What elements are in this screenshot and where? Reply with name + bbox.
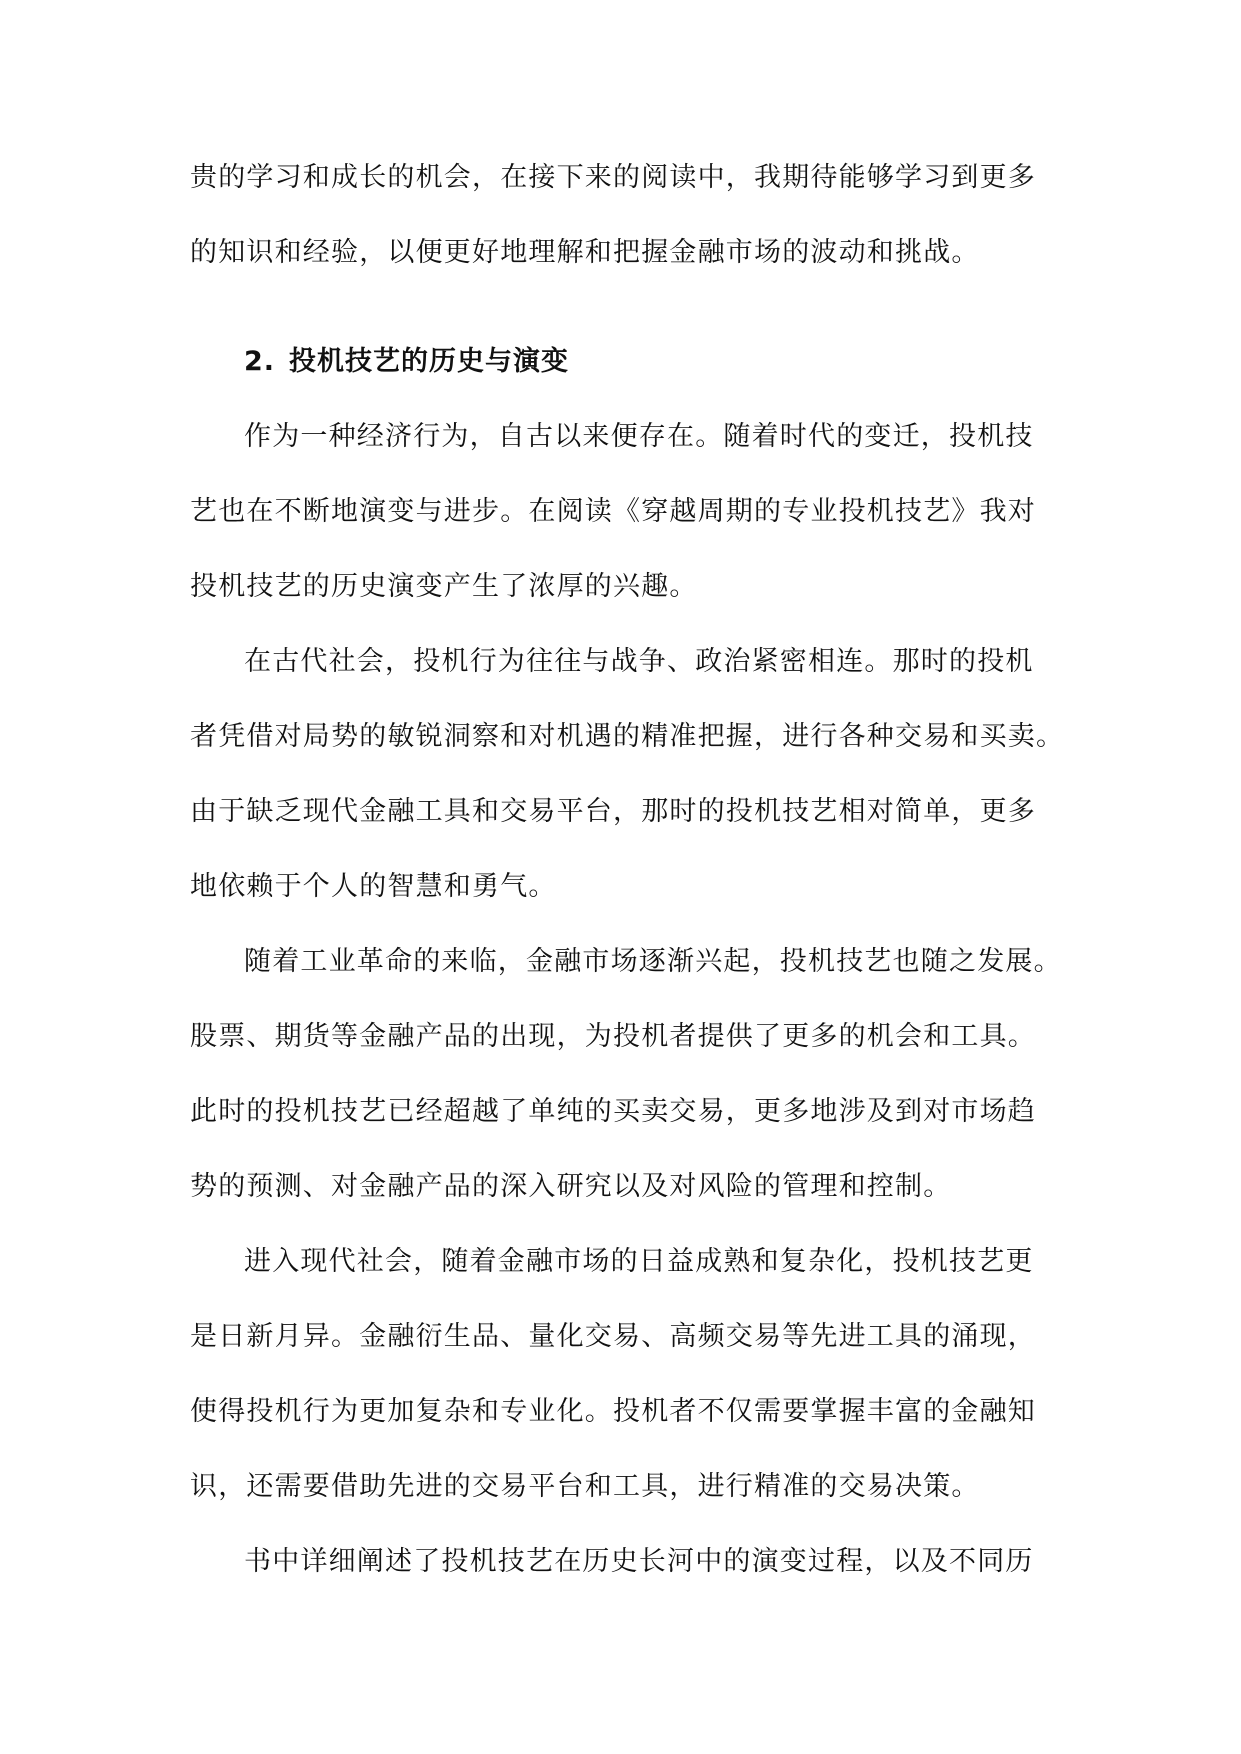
paragraph-industrial xyxy=(190,924,1062,1224)
paragraph-summary xyxy=(190,1524,1052,1599)
paragraph-ancient xyxy=(190,624,1065,924)
text-line: 是日新月异。金融衍生品、量化交易、高频交易等先进工具的涌现， xyxy=(190,1321,1036,1352)
section-heading xyxy=(190,324,1052,399)
text-line: 书中详细阐述了投机技艺在历史长河中的演变过程，以及不同历 xyxy=(244,1546,1034,1577)
paragraph-continued xyxy=(190,140,1052,290)
section-number: 2. xyxy=(244,346,276,377)
text-line: 贵的学习和成长的机会，在接下来的阅读中，我期待能够学习到更多 xyxy=(190,162,1036,193)
text-line: 作为一种经济行为，自古以来便存在。随着时代的变迁，投机技 xyxy=(244,421,1034,452)
text-line: 使得投机行为更加复杂和专业化。投机者不仅需要掌握丰富的金融知 xyxy=(190,1396,1036,1427)
text-line: 艺也在不断地演变与进步。在阅读《穿越周期的专业投机技艺》我对 xyxy=(190,496,1036,527)
text-line: 股票、期货等金融产品的出现，为投机者提供了更多的机会和工具。 xyxy=(190,1021,1036,1052)
text-line: 在古代社会，投机行为往往与战争、政治紧密相连。那时的投机 xyxy=(244,646,1034,677)
text-line: 地依赖于个人的智慧和勇气。 xyxy=(190,871,557,902)
text-line: 进入现代社会，随着金融市场的日益成熟和复杂化，投机技艺更 xyxy=(244,1246,1034,1277)
page-content xyxy=(190,140,1065,1599)
text-line: 此时的投机技艺已经超越了单纯的买卖交易，更多地涉及到对市场趋 xyxy=(190,1096,1036,1127)
text-line: 随着工业革命的来临，金融市场逐渐兴起，投机技艺也随之发展。 xyxy=(244,946,1062,977)
text-line: 势的预测、对金融产品的深入研究以及对风险的管理和控制。 xyxy=(190,1171,952,1202)
text-line: 的知识和经验，以便更好地理解和把握金融市场的波动和挑战。 xyxy=(190,237,980,268)
text-line: 由于缺乏现代金融工具和交易平台，那时的投机技艺相对简单，更多 xyxy=(190,796,1036,827)
paragraph-modern xyxy=(190,1224,1052,1524)
text-line: 者凭借对局势的敏锐洞察和对机遇的精准把握，进行各种交易和买卖。 xyxy=(190,721,1065,752)
text-line: 识，还需要借助先进的交易平台和工具，进行精准的交易决策。 xyxy=(190,1471,980,1502)
paragraph-intro xyxy=(190,399,1052,624)
text-line: 投机技艺的历史演变产生了浓厚的兴趣。 xyxy=(190,571,698,602)
section-title: 投机技艺的历史与演变 xyxy=(289,346,570,377)
